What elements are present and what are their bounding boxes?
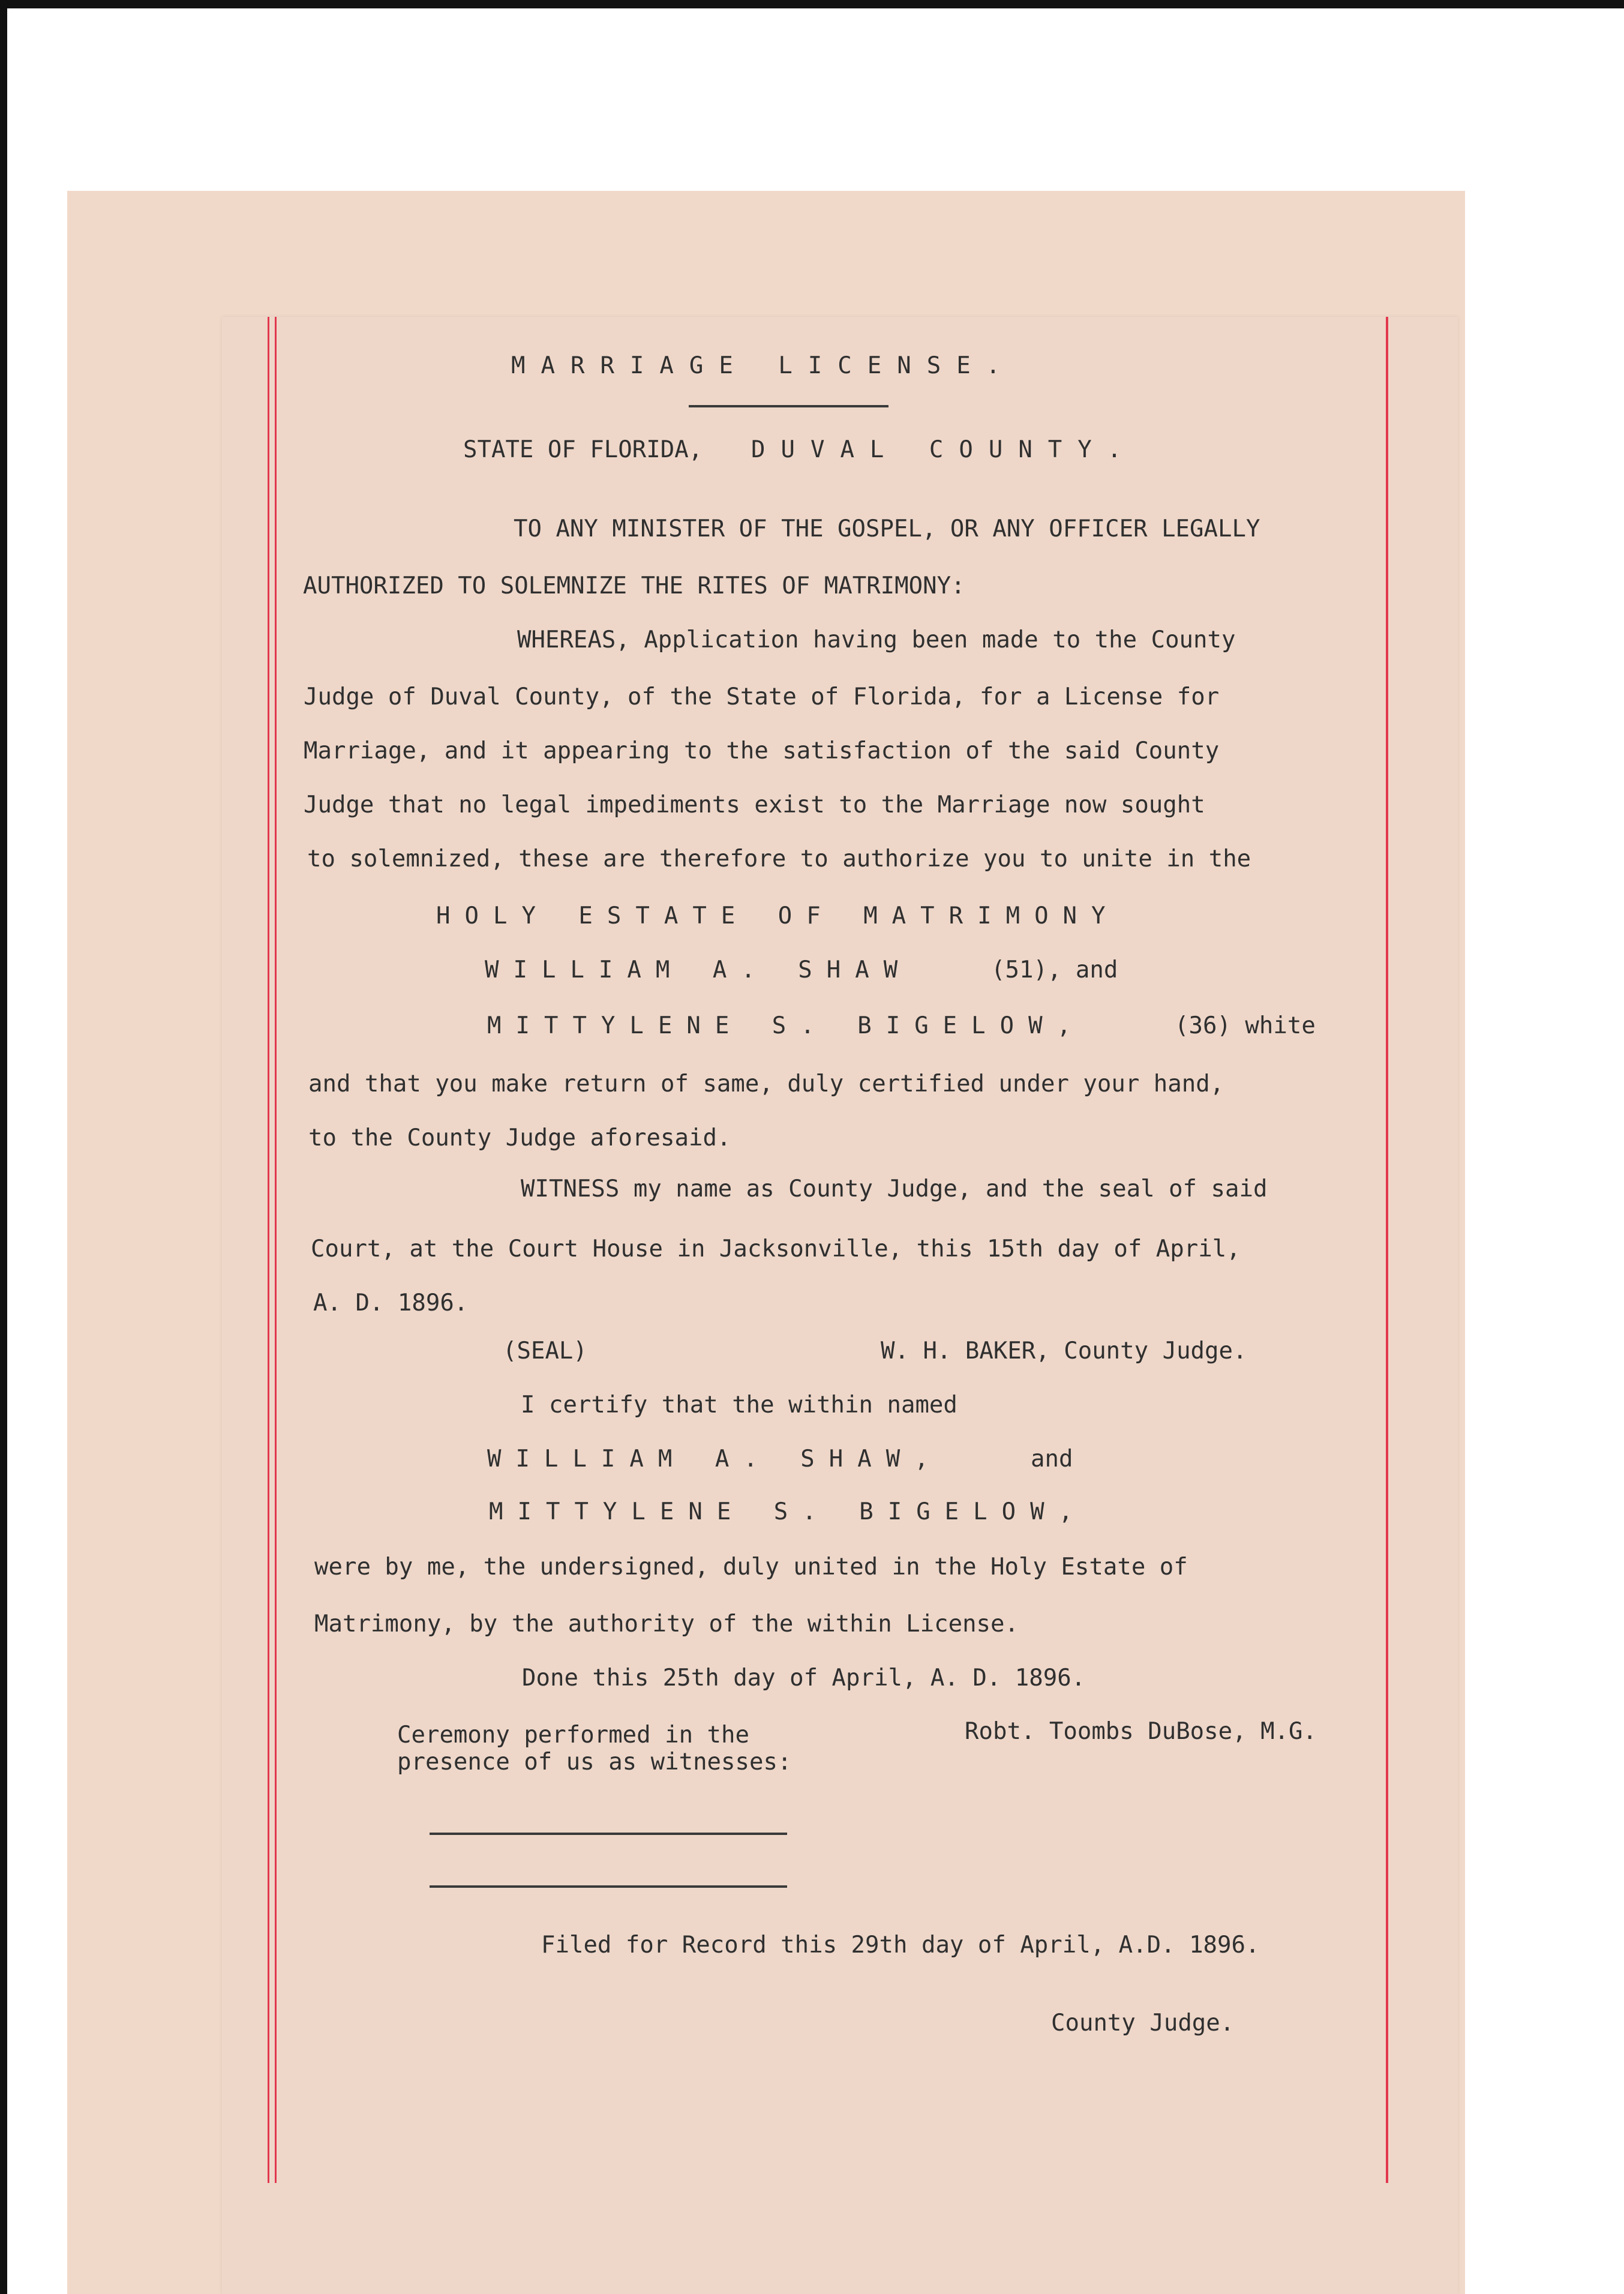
witness-signature-line-2 <box>430 1885 787 1888</box>
ceremony-line-1: Ceremony performed in the <box>397 1722 749 1749</box>
certify-bride-name: MITTYLENE S. BIGELOW, <box>489 1498 1088 1525</box>
certify-groom-name: WILLIAM A. SHAW, <box>487 1446 943 1473</box>
seal-mark: (SEAL) <box>503 1338 587 1365</box>
county-judge-footer: County Judge. <box>1051 2010 1235 2037</box>
address-line-2: AUTHORIZED TO SOLEMNIZE THE RITES OF MATRIMONY: <box>303 572 965 599</box>
bride-age: (36) white <box>1175 1012 1316 1039</box>
return-line-2: to the County Judge aforesaid. <box>308 1124 731 1152</box>
groom-age: (51), and <box>991 956 1118 983</box>
whereas-line-5: to solemnized, these are therefore to authorize you to unite in the <box>307 845 1251 872</box>
witness-line-2: Court, at the Court House in Jacksonville, this 15th day of April, <box>311 1236 1241 1263</box>
judge-signature: W. H. BAKER, County Judge. <box>881 1338 1247 1365</box>
united-line-1: were by me, the undersigned, duly united in the Holy Estate of <box>314 1554 1188 1581</box>
certify-line: I certify that the within named <box>521 1392 957 1419</box>
state-label: STATE OF FLORIDA, <box>463 436 703 463</box>
whereas-line-1: WHEREAS, Application having been made to the County <box>517 626 1236 653</box>
left-margin-rule-outer <box>268 317 269 2183</box>
address-line-1: TO ANY MINISTER OF THE GOSPEL, OR ANY OFFICER LEGALLY <box>514 515 1260 542</box>
bride-name: MITTYLENE S. BIGELOW, <box>487 1012 1086 1039</box>
whereas-line-2: Judge of Duval County, of the State of Florida, for a License for <box>304 683 1220 710</box>
holy-estate-heading: HOLY ESTATE OF MATRIMONY <box>436 902 1120 929</box>
title-underline <box>689 405 888 407</box>
right-margin-rule <box>1386 317 1388 2183</box>
county-label: DUVAL COUNTY. <box>751 436 1137 463</box>
done-line: Done this 25th day of April, A. D. 1896. <box>522 1665 1086 1692</box>
minister-signature: Robt. Toombs DuBose, M.G. <box>965 1718 1317 1745</box>
groom-name: WILLIAM A. SHAW <box>485 956 912 983</box>
witness-signature-line-1 <box>430 1833 787 1835</box>
whereas-line-4: Judge that no legal impediments exist to the Marriage now sought <box>304 791 1205 818</box>
left-margin-rule-inner <box>275 317 277 2183</box>
document-title: MARRIAGE LICENSE. <box>511 352 1016 379</box>
return-line-1: and that you make return of same, duly certified under your hand, <box>308 1070 1224 1097</box>
witness-line-1: WITNESS my name as County Judge, and the seal of said <box>521 1176 1268 1203</box>
whereas-line-3: Marriage, and it appearing to the satisfaction of the said County <box>304 737 1220 764</box>
ceremony-line-2: presence of us as witnesses: <box>397 1749 792 1776</box>
united-line-2: Matrimony, by the authority of the within License. <box>314 1611 1019 1638</box>
witness-line-3: A. D. 1896. <box>313 1290 469 1317</box>
certify-and: and <box>1031 1446 1073 1473</box>
filed-for-record-line: Filed for Record this 29th day of April, A.D. 1896. <box>541 1932 1260 1959</box>
